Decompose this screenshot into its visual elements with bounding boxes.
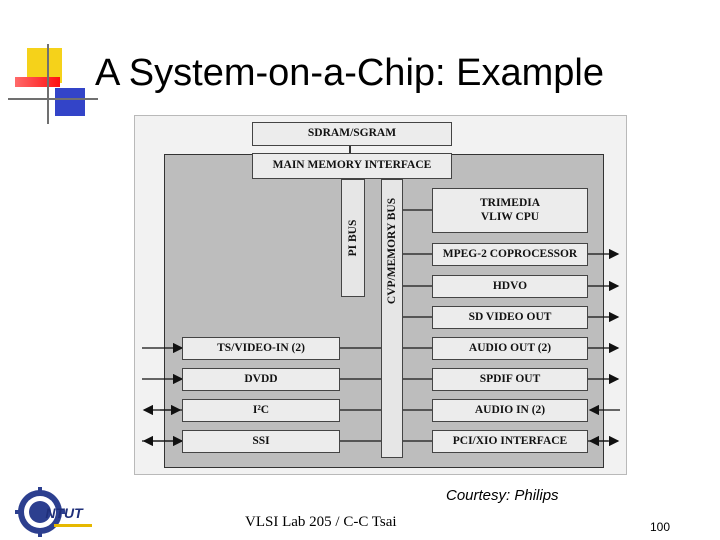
pi-bus-label: PI BUS bbox=[347, 219, 359, 257]
audio-in-block: AUDIO IN (2) bbox=[432, 399, 588, 422]
page-number: 100 bbox=[650, 520, 671, 534]
slide-title: A System-on-a-Chip: Example bbox=[95, 52, 604, 94]
ssi-block: SSI bbox=[182, 430, 340, 453]
sd-video-out-block: SD VIDEO OUT bbox=[432, 306, 588, 329]
trimedia-vliw-cpu-block: TRIMEDIA VLIW CPU bbox=[432, 188, 588, 233]
mpeg2-coprocessor-block: MPEG-2 COPROCESSOR bbox=[432, 243, 588, 266]
footer-text: VLSI Lab 205 / C-C Tsai bbox=[245, 514, 397, 530]
spdif-out-block: SPDIF OUT bbox=[432, 368, 588, 391]
pci-xio-interface-block: PCI/XIO INTERFACE bbox=[432, 430, 588, 453]
audio-out-block: AUDIO OUT (2) bbox=[432, 337, 588, 360]
dvdd-block: DVDD bbox=[182, 368, 340, 391]
i2c-block: I²C bbox=[182, 399, 340, 422]
svg-text:NTUT: NTUT bbox=[45, 505, 83, 521]
ts-video-in-block: TS/VIDEO-IN (2) bbox=[182, 337, 340, 360]
cvp-memory-bus-label: CVP/MEMORY BUS bbox=[386, 197, 398, 305]
sdram-sgram-block: SDRAM/SGRAM bbox=[252, 122, 452, 146]
main-memory-interface-block: MAIN MEMORY INTERFACE bbox=[252, 153, 452, 179]
courtesy-note: Courtesy: Philips bbox=[446, 487, 559, 504]
ntut-logo-icon bbox=[14, 486, 94, 538]
hdvo-block: HDVO bbox=[432, 275, 588, 298]
